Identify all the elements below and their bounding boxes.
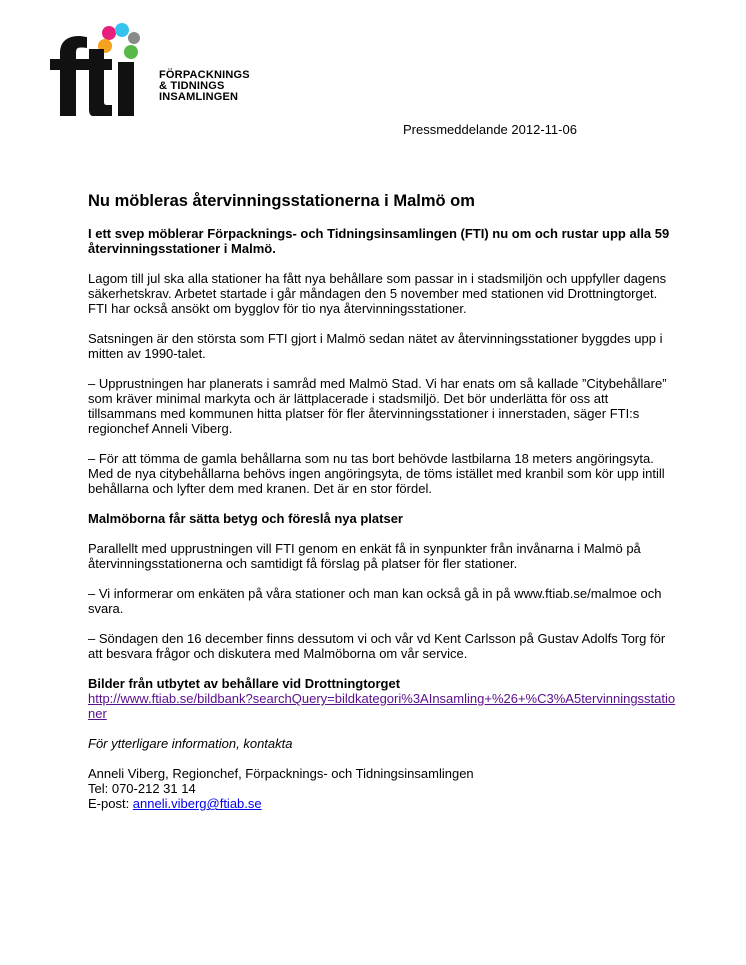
logo-line-3: INSAMLINGEN [159, 91, 239, 103]
logo-line-1: FÖRPACKNINGS [159, 69, 250, 81]
contact-email-link[interactable]: anneli.viberg@ftiab.se [132, 796, 262, 811]
paragraph-3: – Upprustningen har planerats i samråd med Malmö Stad. Vi har enats om så kallade ”Citybehållare” som kräver minimal markyta och är lättplacerade i stadsmiljö. Det bör underlätta för oss att tillsammans med kommunen hitta platser för fler återvinningsstationer i innerstaden, säger FTI:s regionchef Anneli Viberg. [88, 376, 667, 436]
image-bank-link[interactable]: http://www.ftiab.se/bildbank?searchQuery=bildkategori%3AInsamling+%26+%C3%A5tervinningsstationer [88, 691, 676, 721]
article-title: Nu möbleras återvinningsstationerna i Malmö om [88, 192, 475, 210]
contact-email-label: E-post: [88, 796, 133, 811]
press-release-date: Pressmeddelande 2012-11-06 [403, 122, 577, 137]
fti-logo-mark [46, 22, 156, 118]
paragraph-7: – Söndagen den 16 december finns dessutom vi och vår vd Kent Carlsson på Gustav Adolfs Torg för att besvara frågor och diskutera med Malmöborna om vår service. [88, 631, 666, 661]
logo-line-2: & TIDNINGS [159, 80, 225, 92]
logo-dot-grey [128, 32, 140, 44]
logo-letter-f [50, 36, 87, 116]
logo-dot-green [124, 45, 138, 59]
article-body [88, 191, 678, 826]
contact-intro: För ytterligare information, kontakta [88, 736, 293, 751]
logo-letter-i [118, 62, 134, 116]
contact-block [88, 766, 678, 811]
images-section [88, 676, 678, 721]
article-lead: I ett svep möblerar Förpacknings- och Tidningsinsamlingen (FTI) nu om och rustar upp alla 59 återvinningsstationer i Malmö. [88, 226, 670, 256]
paragraph-5: Parallellt med upprustningen vill FTI genom en enkät få in synpunkter från invånarna i Malmö på återvinningsstationerna och samtidigt få förslag på platser för fler stationer. [88, 541, 641, 571]
logo-dot-cyan [115, 23, 129, 37]
fti-logo [46, 22, 286, 118]
paragraph-6: – Vi informerar om enkäten på våra stationer och man kan också gå in på www.ftiab.se/malmoe och svara. [88, 586, 662, 616]
images-heading: Bilder från utbytet av behållare vid Drottningtorget [88, 676, 401, 691]
subheading: Malmöborna får sätta betyg och föreslå nya platser [88, 511, 403, 526]
paragraph-2: Satsningen är den största som FTI gjort i Malmö sedan nätet av återvinningsstationer byggdes upp i mitten av 1990-talet. [88, 331, 663, 361]
logo-letter-t [83, 49, 112, 116]
contact-email-row [88, 796, 678, 811]
paragraph-4: – För att tömma de gamla behållarna som nu tas bort behövde lastbilarna 18 meters angöringsyta. Med de nya citybehållarna behövs ingen angöringsyta, de töms istället med kranbil som kör upp intill behållarna och lyfter dem med kranen. Det är en stor fördel. [88, 451, 665, 496]
logo-dot-pink [102, 26, 116, 40]
contact-phone: Tel: 070-212 31 14 [88, 781, 196, 796]
paragraph-1: Lagom till jul ska alla stationer ha fått nya behållare som passar in i stadsmiljön och uppfyller dagens säkerhetskrav. Arbetet startade i går måndagen den 5 november med stationen vid Drottningtorget. FTI har också ansökt om bygglov för tio nya återvinningsstationer. [88, 271, 667, 316]
contact-name: Anneli Viberg, Regionchef, Förpacknings- och Tidningsinsamlingen [88, 766, 474, 781]
logo-wordmark [159, 70, 250, 103]
